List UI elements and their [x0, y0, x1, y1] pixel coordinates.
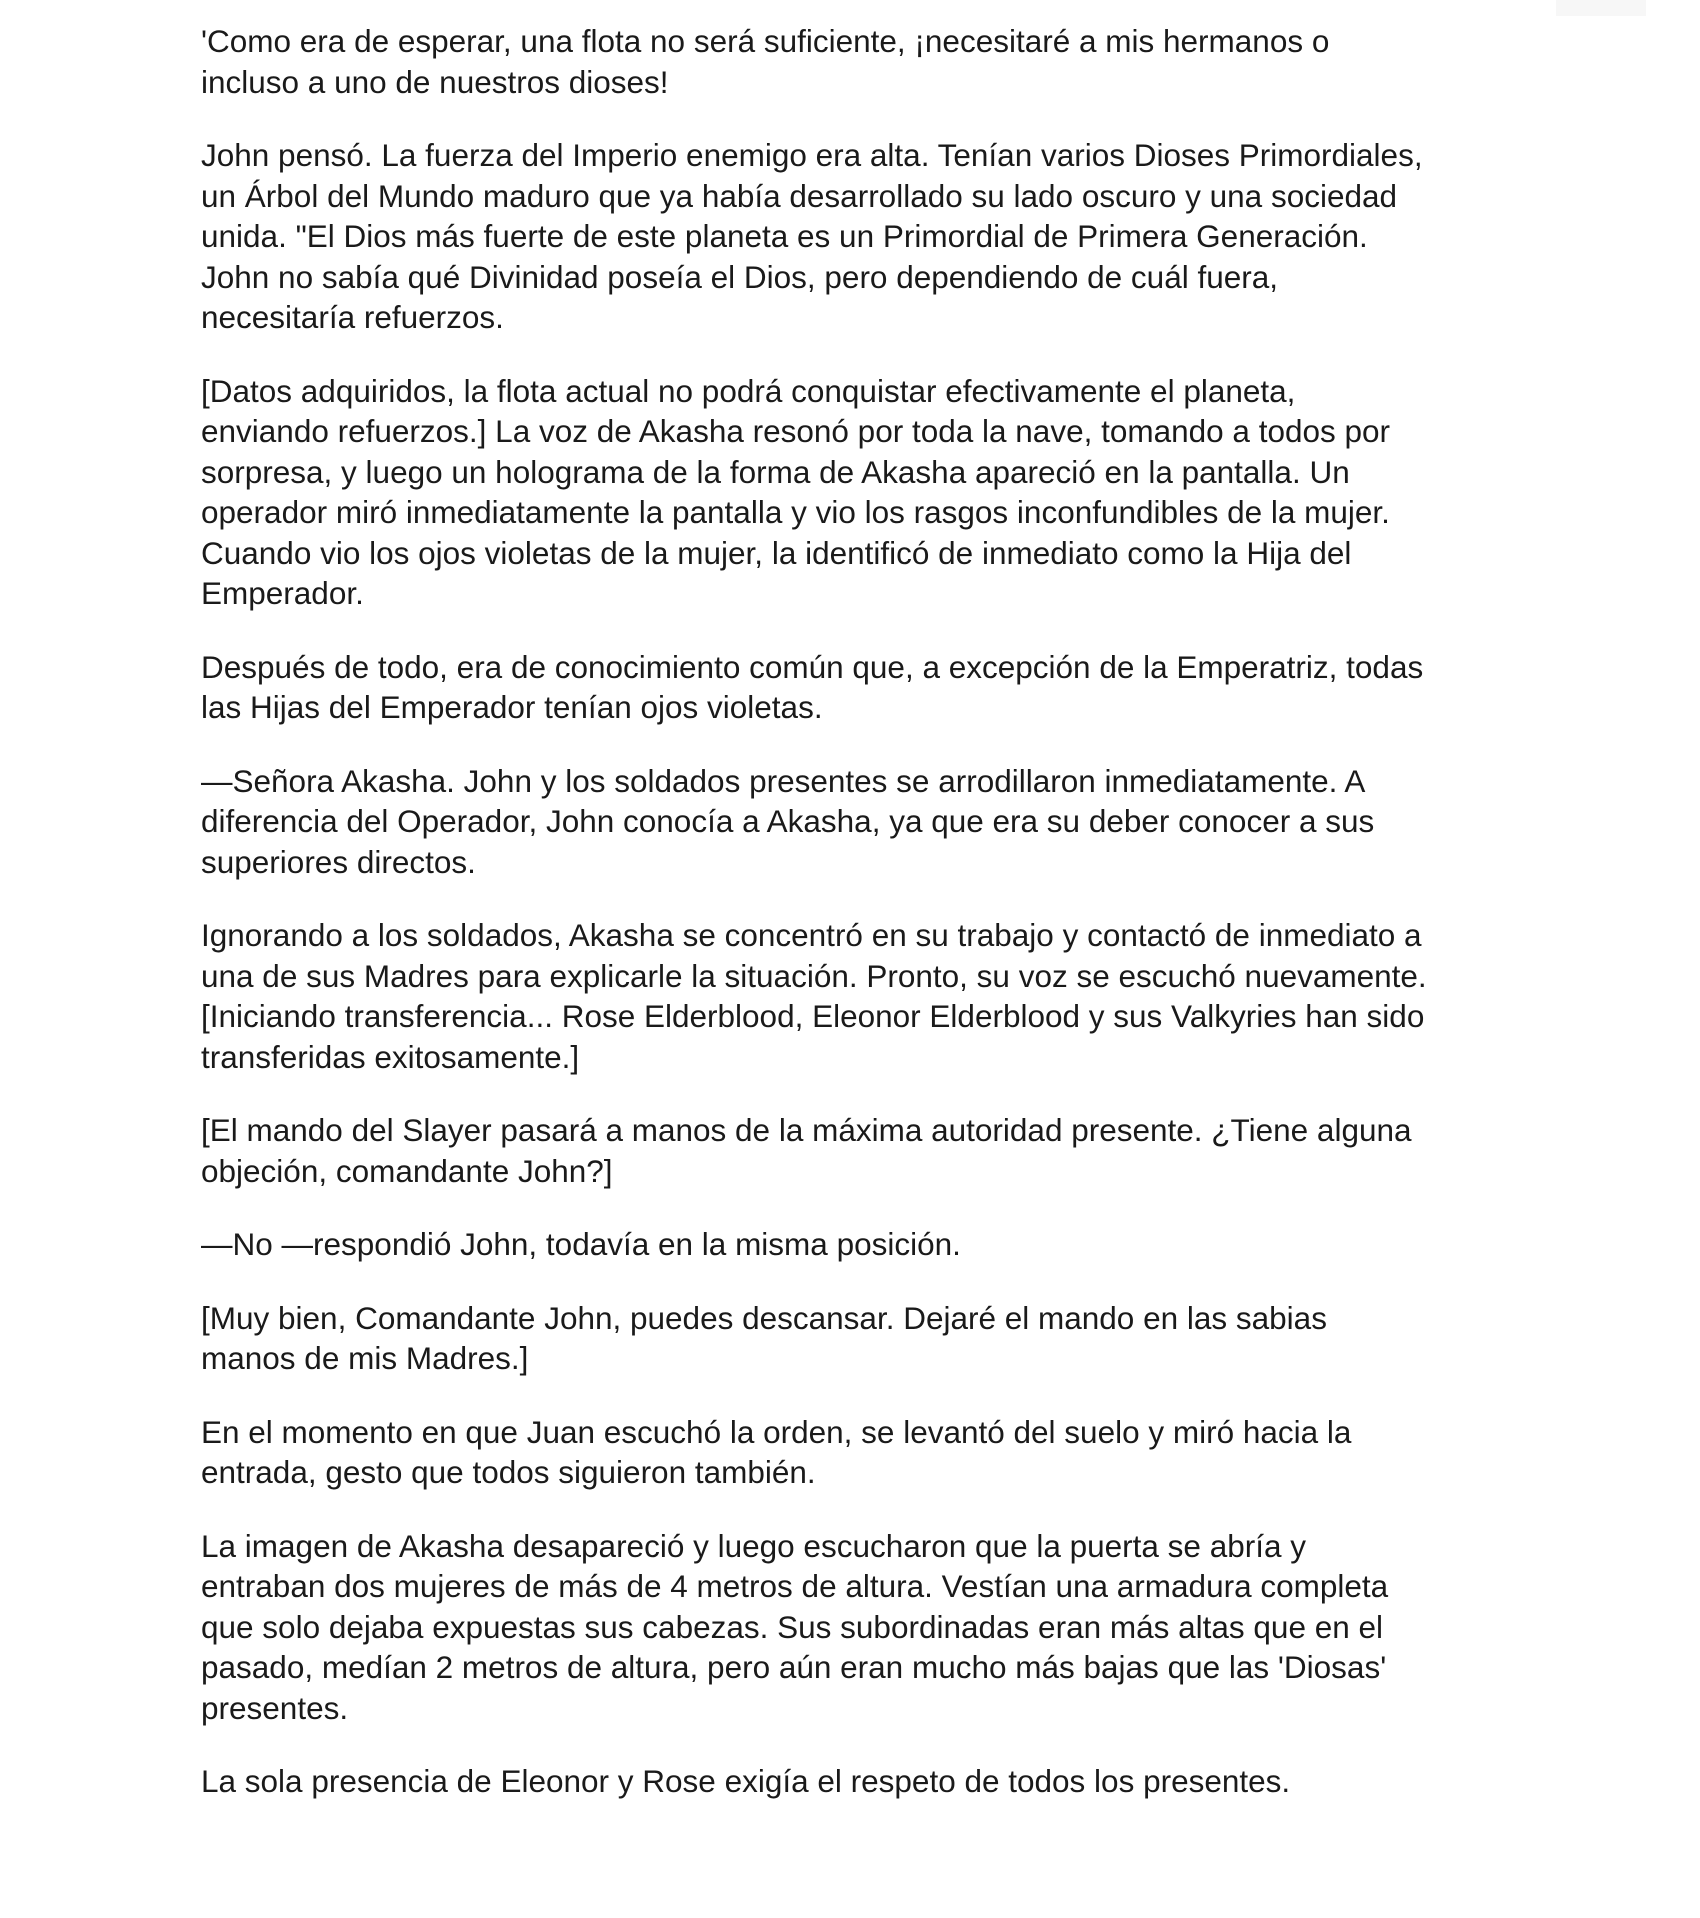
paragraph-4: Después de todo, era de conocimiento común que, a excepción de la Emperatriz, todas las Hijas del Emperador tenían ojos violetas. — [201, 648, 1424, 725]
paragraph-3: [Datos adquiridos, la flota actual no podrá conquistar efectivamente el planeta, enviando refuerzos.] La voz de Akasha resonó por toda la nave, tomando a todos por sorpresa, y luego un holograma de la forma de Akasha apareció en la pantalla. Un operador miró inmediatamente la pantalla y vio los rasgos inconfundibles de la mujer. Cuando vio los ojos violetas de la mujer, la identificó de inmediato como la Hija del Emperador. — [201, 372, 1391, 611]
page-corner-mark — [1556, 0, 1646, 16]
paragraph-9: [Muy bien, Comandante John, puedes descansar. Dejaré el mando en las sabias manos de mis Madres.] — [201, 1299, 1327, 1376]
paragraph-11: La imagen de Akasha desapareció y luego escucharon que la puerta se abría y entraban dos mujeres de más de 4 metros de altura. Vestían una armadura completa que solo dejaba expuestas sus cabezas. Sus subordinadas eran más altas que en el pasado, medían 2 metros de altura, pero aún eran mucho más bajas que las 'Diosas' presentes. — [201, 1527, 1389, 1726]
paragraph-7: [El mando del Slayer pasará a manos de la máxima autoridad presente. ¿Tiene alguna objeción, comandante John?] — [201, 1112, 1412, 1189]
paragraph-12: La sola presencia de Eleonor y Rose exigía el respeto de todos los presentes. — [201, 1763, 1291, 1799]
paragraph-1: 'Como era de esperar, una flota no será suficiente, ¡necesitaré a mis hermanos o incluso a uno de nuestros dioses! — [201, 23, 1330, 100]
paragraph-5: —Señora Akasha. John y los soldados presentes se arrodillaron inmediatamente. A diferencia del Operador, John conocía a Akasha, ya que era su deber conocer a sus superiores directos. — [201, 762, 1375, 880]
paragraph-8: —No —respondió John, todavía en la misma posición. — [201, 1226, 961, 1262]
paragraph-10: En el momento en que Juan escuchó la orden, se levantó del suelo y miró hacia la entrada, gesto que todos siguieron también. — [201, 1413, 1352, 1490]
document-body — [201, 21, 1541, 1835]
paragraph-6: Ignorando a los soldados, Akasha se concentró en su trabajo y contactó de inmediato a una de sus Madres para explicarle la situación. Pronto, su voz se escuchó nuevamente. [Iniciando transferencia... Rose Elderblood, Eleonor Elderblood y sus Valkyries han sido transferidas exitosamente.] — [201, 917, 1427, 1075]
paragraph-2: John pensó. La fuerza del Imperio enemigo era alta. Tenían varios Dioses Primordiales, un Árbol del Mundo maduro que ya había desarrollado su lado oscuro y una sociedad unida. "El Dios más fuerte de este planeta es un Primordial de Primera Generación. John no sabía qué Divinidad poseía el Dios, pero dependiendo de cuál fuera, necesitaría refuerzos. — [201, 137, 1423, 335]
